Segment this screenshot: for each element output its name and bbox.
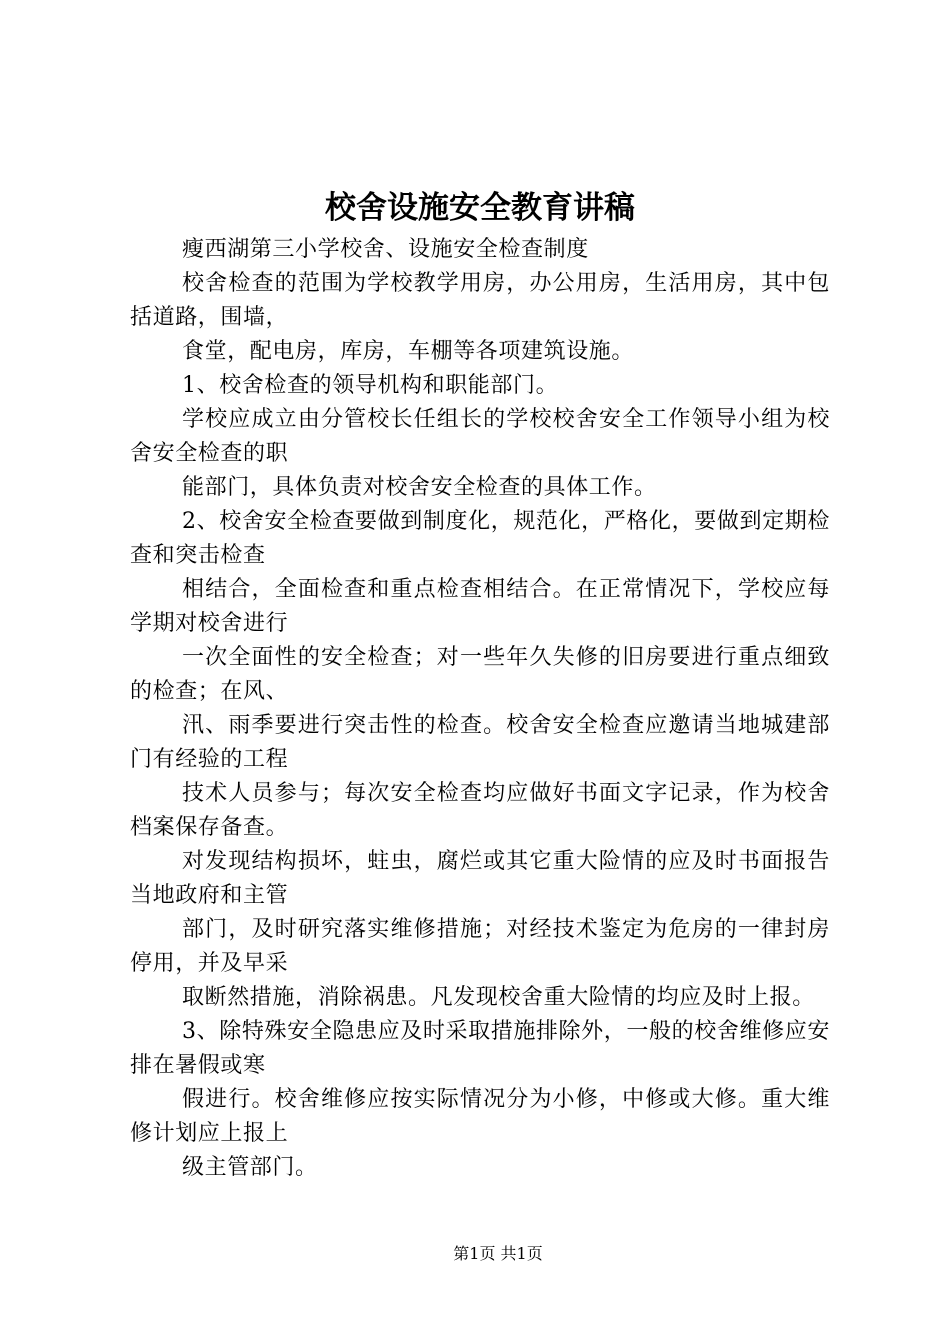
paragraph: 瘦西湖第三小学校舍、设施安全检查制度: [182, 237, 589, 262]
paragraph: 汛、雨季要进行突击性的检查。校舍安全检查应邀请当地城建部门有经验的工程: [130, 713, 830, 772]
paragraph: 1、校舍检查的领导机构和职能部门。: [182, 373, 559, 398]
paragraph: 一次全面性的安全检查；对一些年久失修的旧房要进行重点细致的检查；在风、: [130, 645, 830, 704]
paragraph: 相结合，全面检查和重点检查相结合。在正常情况下，学校应每学期对校舍进行: [130, 577, 830, 636]
page-footer: 第1页 共1页: [453, 1244, 543, 1263]
paragraph: 2、校舍安全检查要做到制度化，规范化，严格化，要做到定期检查和突击检查: [130, 509, 830, 568]
paragraph: 食堂，配电房，库房，车棚等各项建筑设施。: [182, 339, 635, 364]
paragraph: 学校应成立由分管校长任组长的学校校舍安全工作领导小组为校舍安全检查的职: [130, 407, 830, 466]
paragraph: 能部门，具体负责对校舍安全检查的具体工作。: [182, 475, 657, 500]
paragraph: 3、除特殊安全隐患应及时采取措施排除外，一般的校舍维修应安排在暑假或寒: [130, 1019, 830, 1078]
paragraph: 取断然措施，消除祸患。凡发现校舍重大险情的均应及时上报。: [182, 985, 815, 1010]
paragraph: 校舍检查的范围为学校教学用房，办公用房，生活用房，其中包括道路，围墙，: [130, 271, 830, 330]
document-title: 校舍设施安全教育讲稿: [325, 190, 635, 226]
paragraph: 技术人员参与；每次安全检查均应做好书面文字记录，作为校舍档案保存备查。: [130, 781, 830, 840]
paragraph: 级主管部门。: [182, 1155, 318, 1180]
paragraph: 对发现结构损坏，蛀虫，腐烂或其它重大险情的应及时书面报告当地政府和主管: [130, 849, 830, 908]
document-body: [130, 233, 830, 1185]
paragraph: 假进行。校舍维修应按实际情况分为小修，中修或大修。重大维修计划应上报上: [130, 1087, 830, 1146]
paragraph: 部门，及时研究落实维修措施；对经技术鉴定为危房的一律封房停用，并及早采: [130, 917, 830, 976]
